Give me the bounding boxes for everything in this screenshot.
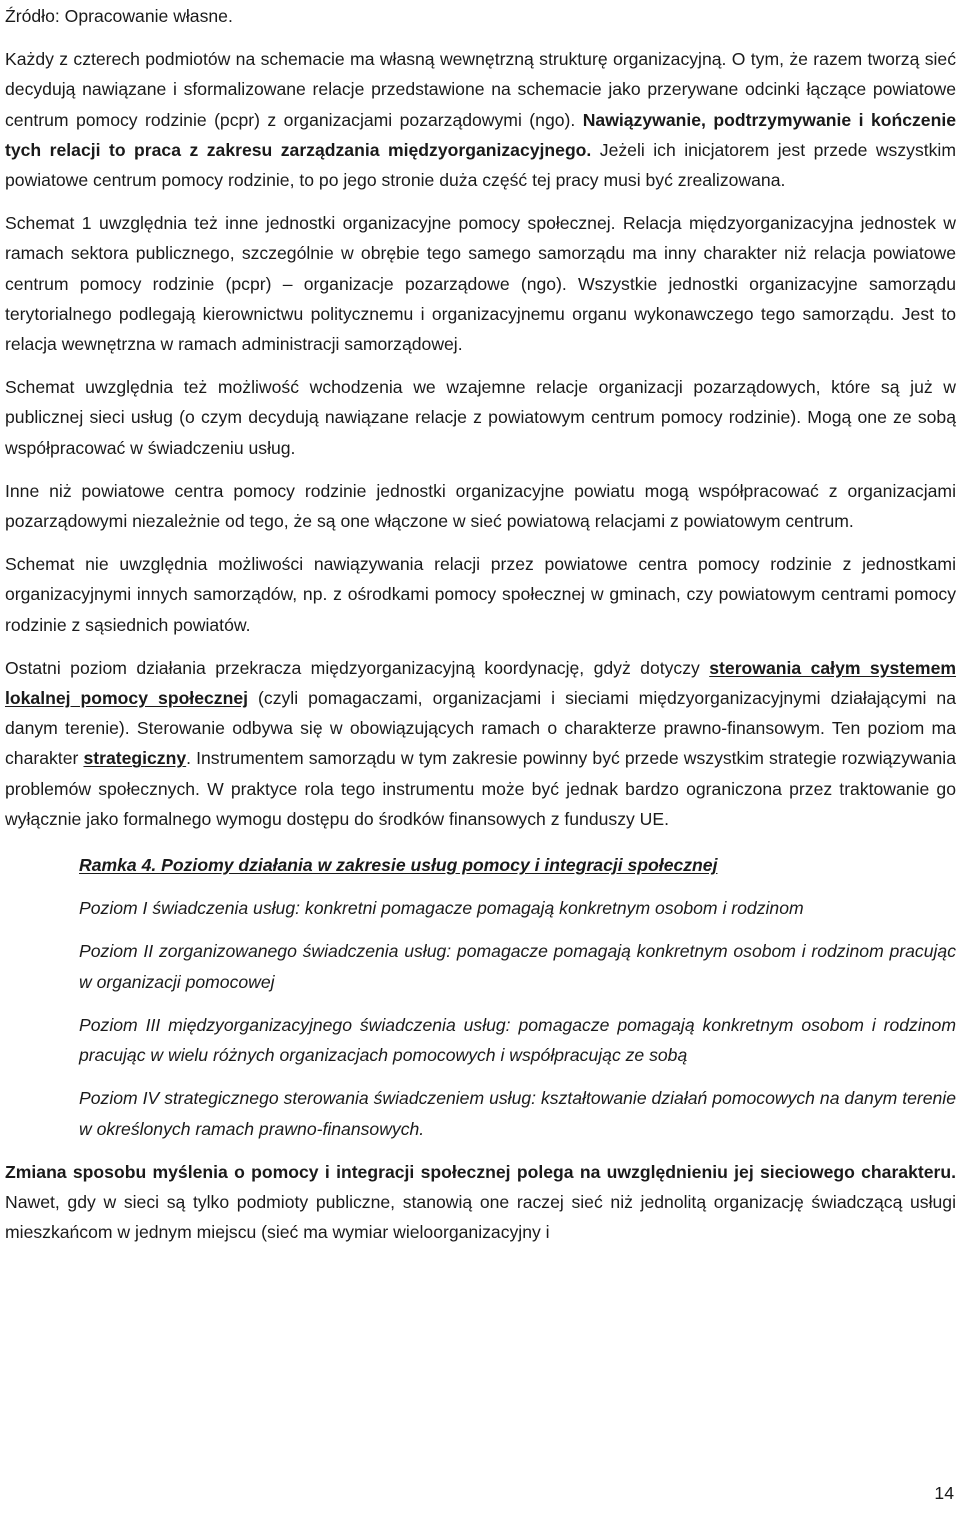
frame-title: Ramka 4. Poziomy działania w zakresie usług pomocy i integracji społecznej [79, 855, 718, 876]
document-page [5, 0, 956, 1247]
paragraph-network-relations [5, 44, 956, 195]
paragraph-text: Nawet, gdy w sieci są tylko podmioty publiczne, stanowią one raczej sieć niż jednolitą organizację świadczącą usługi mieszkańcom w jednym miejscu (sieć ma wymiar wieloorganizacyjny i [5, 1191, 956, 1243]
bold-underlined-phrase: strategiczny [83, 748, 187, 769]
paragraph-text: Każdy z czterech podmiotów na schemacie ma własną wewnętrzną strukturę organizacyjną. O tym, że razem tworzą sieć decydują nawiązane i sformalizowane relacje przedstawione na schemacie jako przerywane odcinki łączące powiatowe centrum pomocy rodzinie (pcpr) z organizacjami pozarządowymi (ngo). [5, 49, 956, 130]
paragraph-text: (czyli pomagaczami, organizacjami i sieciami międzyorganizacyjnymi działającymi na danym terenie). Sterowanie odbywa się w obowiązujących ramach o charakterze prawno-finansowym. Ten poziom ma charakter [5, 688, 956, 769]
level-item: Poziom IV strategicznego sterowania świadczeniem usług: kształtowanie działań pomocowych na danym terenie w określonych ramach prawno-finansowych. [79, 1088, 956, 1139]
paragraph-strategic-level [5, 653, 956, 834]
paragraph-text: Ostatni poziom działania przekracza międzyorganizacyjną koordynację, gdyż dotyczy [5, 657, 710, 678]
paragraph-text: . Instrumentem samorządu w tym zakresie powinny być przede wszystkim strategie rozwiązywania problemów społecznych. W praktyce rola tego instrumentu może być jednak bardzo ograniczona przez traktowanie go wyłącznie jako formalnego wymogu dostępu do środków finansowych z funduszy UE. [5, 748, 956, 829]
bold-underlined-phrase: sterowania całym systemem lokalnej pomocy społecznej [5, 657, 956, 709]
bold-phrase: Zmiana sposobu myślenia o pomocy i integracji społecznej polega na uwzględnieniu jej sieciowego charakteru. [5, 1161, 956, 1182]
frame-box [79, 850, 956, 1144]
level-item: Poziom II zorganizowanego świadczenia usług: pomagacze pomagają konkretnym osobom i rodzinom pracując w organizacji pomocowej [79, 941, 956, 992]
paragraph-not-included: Schemat nie uwzględnia możliwości nawiązywania relacji przez powiatowe centra pomocy rodzinie z jednostkami organizacyjnymi innych samorządów, np. z ośrodkami pomocy społecznej w gminach, czy powiatowym centrami pomocy rodzinie z sąsiednich powiatów. [5, 554, 956, 635]
paragraph-text: Jeżeli ich inicjatorem jest przede wszystkim powiatowe centrum pomocy rodzinie, to po jego stronie duża część tej pracy musi być zrealizowana. [5, 139, 956, 191]
paragraph-network-thinking [5, 1157, 956, 1248]
level-item: Poziom III międzyorganizacyjnego świadczenia usług: pomagacze pomagają konkretnym osobom i rodzinom pracując w wielu różnych organizacjach pomocowych i współpracując ze sobą [79, 1014, 956, 1066]
bold-phrase: Nawiązywanie, podtrzymywanie i kończenie tych relacji to praca z zakresu zarządzania międzyorganizacyjnego. [5, 109, 957, 160]
level-item: Poziom I świadczenia usług: konkretni pomagacze pomagają konkretnym osobom i rodzinom [79, 898, 804, 919]
page-number: 14 [934, 1483, 954, 1503]
source-line: Źródło: Opracowanie własne. [5, 6, 233, 26]
paragraph-other-units: Inne niż powiatowe centra pomocy rodzinie jednostki organizacyjne powiatu mogą współpracować z organizacjami pozarządowymi niezależnie od tego, że są one włączone w sieć powiatową relacjami z powiatowym centrum. [5, 480, 956, 532]
paragraph-public-units: Schemat 1 uwzględnia też inne jednostki organizacyjne pomocy społecznej. Relacja międzyorganizacyjna jednostek w ramach sektora publicznego, szczególnie w obrębie tego samego samorządu ma inny charakter niż relacja powiatowe centrum pomocy rodzinie (pcpr) – organizacje pozarządowe (ngo). Wszystkie jednostki organizacyjne samorządu terytorialnego podlegają kierownictwu politycznemu i organizacyjnemu organu wykonawczego tego samorządu. Jest to relacja wewnętrzna w ramach administracji samorządowej. [5, 213, 956, 355]
paragraph-ngo-relations: Schemat uwzględnia też możliwość wchodzenia we wzajemne relacje organizacji pozarządowych, które są już w publicznej sieci usług (o czym decydują nawiązane relacje z powiatowym centrum pomocy rodzinie). Mogą one ze sobą współpracować w świadczeniu usług. [5, 377, 956, 458]
